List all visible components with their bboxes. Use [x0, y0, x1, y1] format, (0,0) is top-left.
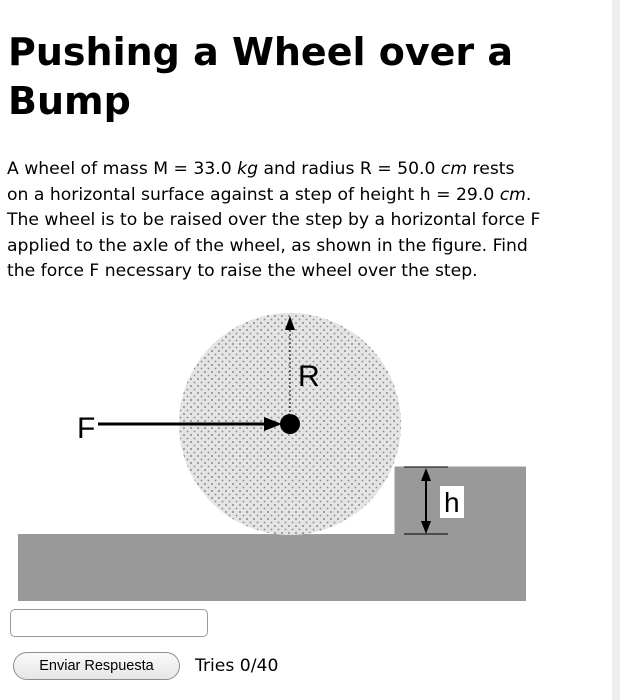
tries-counter: Tries 0/40 — [195, 656, 279, 676]
problem-text-segment: The wheel is to be raised over the step by a horizontal force F — [7, 210, 541, 230]
problem-text-segment: A wheel of mass M = 33.0 — [7, 159, 238, 179]
answer-input[interactable] — [10, 609, 208, 637]
submit-answer-button[interactable]: Enviar Respuesta — [13, 652, 180, 680]
axle — [280, 414, 300, 434]
ground-floor — [18, 534, 526, 601]
problem-text-segment: . — [525, 184, 532, 205]
unit-text: cm — [499, 184, 526, 205]
unit-text: cm — [440, 159, 468, 179]
height-label: h — [444, 487, 460, 518]
page-title: Pushing a Wheel over a Bump — [8, 30, 513, 123]
problem-line — [7, 259, 619, 285]
problem-line — [7, 234, 619, 260]
scrollbar-track[interactable] — [612, 0, 620, 700]
problem-text-segment: rests — [467, 159, 515, 179]
problem-line — [7, 183, 619, 209]
force-label: F — [77, 412, 96, 445]
unit-text: kg — [237, 159, 259, 179]
problem-line — [7, 157, 619, 183]
problem-line — [7, 208, 619, 234]
problem-text-segment: and radius R = 50.0 — [258, 159, 441, 179]
problem-text-segment: on a horizontal surface against a step of height h = 29.0 — [7, 184, 500, 205]
problem-statement — [7, 157, 619, 285]
problem-text-segment: the force F necessary to raise the wheel over the step. — [7, 261, 478, 281]
radius-label: R — [298, 360, 320, 393]
problem-text-segment: applied to the axle of the wheel, as shown in the figure. Find — [7, 235, 528, 256]
wheel-step-figure — [0, 300, 612, 605]
